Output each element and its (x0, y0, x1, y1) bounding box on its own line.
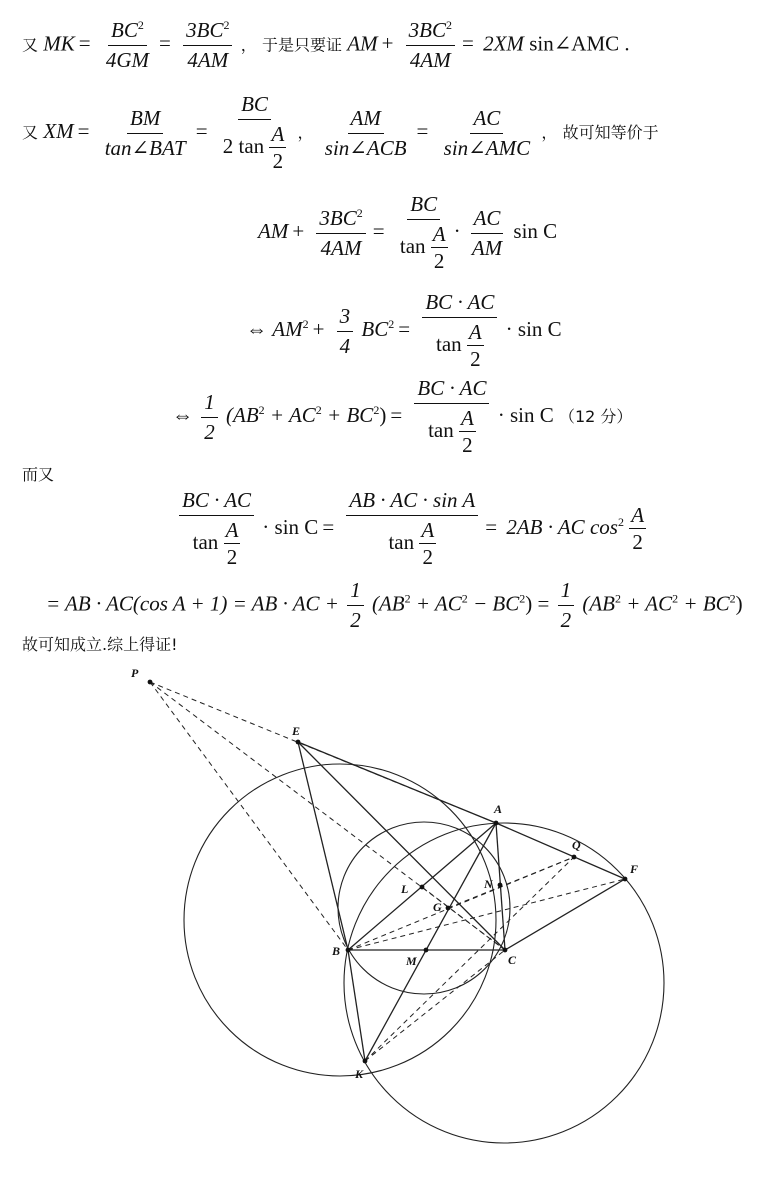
segment-EC (298, 742, 505, 950)
label-P: P (131, 666, 139, 680)
label-E: E (292, 724, 301, 738)
point-N (498, 883, 503, 888)
point-F (623, 877, 628, 882)
label-M: M (406, 954, 417, 968)
fraction-BC2-4GM: $\frac{BC^2}{4GM}$ (105, 18, 150, 72)
fraction-BC-2tanA2: BC 2 tan $\frac{A}{2}$ (222, 92, 285, 173)
point-L (420, 885, 425, 890)
fraction-AM-sinACB: $\frac{AM}{\text{sin∠ACB}}$ (324, 105, 407, 160)
segment-AK (365, 823, 496, 1061)
dashed-PB (150, 682, 348, 950)
point-A (494, 821, 499, 826)
equation-line-2: 又 XM = $\frac{BM}{\text{tan∠BAT}}$ = BC 2 tan $\frac{A}{2}$ ， $\frac{AM}{\text{sin∠ACB}}$ = $\frac{AC}{\text{sin∠AMC}}$ ， 故可知等价于 (22, 92, 659, 173)
text-erYou: 而又 (22, 465, 55, 484)
label-B: B (332, 944, 341, 958)
fraction-AC-sinAMC: $\frac{AC}{\text{sin∠AMC}}$ (443, 105, 531, 160)
dashed-LC (422, 887, 505, 950)
point-G (446, 906, 451, 911)
equation-line-4: ⇔ $AM^2$ + $\frac{3}{4}$ $BC^2$ = BC · AC tan $\frac{A}{2}$ · sin C (246, 290, 562, 371)
segment-CF (505, 879, 625, 950)
fraction-BM-tanBAT: $\frac{BM}{\text{tan∠BAT}}$ (104, 105, 186, 160)
segment-EB (298, 742, 348, 950)
score-label: （12 分） (558, 406, 633, 426)
text-conclusion: 故可知成立.综上得证! (22, 635, 178, 654)
label-L: L (401, 882, 409, 896)
equation-line-1: 又 MK = $\frac{BC^2}{4GM}$ = $\frac{3BC^2}{4AM}$ ， 于是只要证 AM + $\frac{3BC^2}{4AM}$ = 2XM sin∠AMC . (22, 18, 630, 72)
geometry-figure (0, 665, 773, 1185)
point-E (296, 740, 301, 745)
label-C: C (508, 953, 517, 967)
fraction-3BC2-4AM: $\frac{3BC^2}{4AM}$ (183, 18, 232, 73)
label-Q: Q (572, 838, 581, 852)
label-A: A (494, 802, 503, 816)
point-M (424, 948, 429, 953)
equation-line-7: BC · AC tan $\frac{A}{2}$ · sin C = AB · AC · sin A tan $\frac{A}{2}$ = 2AB · AC $\cos^2$ $\frac{A}{2}$ (176, 488, 646, 570)
label-F: F (630, 862, 639, 876)
equation-line-5: ⇔ $\frac{1}{2}$ $(AB^2 + AC^2 + BC^2)$ = BC · AC tan $\frac{A}{2}$ · sin C （12 分） (172, 376, 633, 457)
label-G: G (433, 900, 442, 914)
point-Q (572, 855, 577, 860)
point-C (503, 948, 508, 953)
text-you: 又 (22, 35, 39, 55)
label-K: K (355, 1067, 364, 1081)
equation-line-8: = AB · AC(cos A + 1) = AB · AC + $\frac{1}{2}$ $(AB^2 + AC^2 - BC^2)$ = $\frac{1}{2}$ $(AB^2 + AC^2 + BC^2)$ (46, 578, 743, 632)
circle-left (184, 764, 496, 1076)
text-yushi: 于是只要证 (261, 35, 342, 55)
circle-middle (338, 822, 510, 994)
equation-line-3: AM + $\frac{3BC^2}{4AM}$ = BC tan $\frac{A}{2}$ · $\frac{AC}{AM}$ sin C (258, 192, 558, 273)
point-K (363, 1059, 368, 1064)
fraction-3BC2-4AM-b: $\frac{3BC^2}{4AM}$ (406, 18, 455, 73)
dashed-KQ (365, 857, 574, 1061)
circle-right (344, 823, 664, 1143)
dashed-GQ (448, 857, 574, 908)
point-P (148, 680, 153, 685)
point-B (346, 948, 351, 953)
math-MK: MK (43, 31, 75, 56)
text-equivalent: 故可知等价于 (562, 122, 659, 142)
label-N: N (484, 877, 493, 891)
